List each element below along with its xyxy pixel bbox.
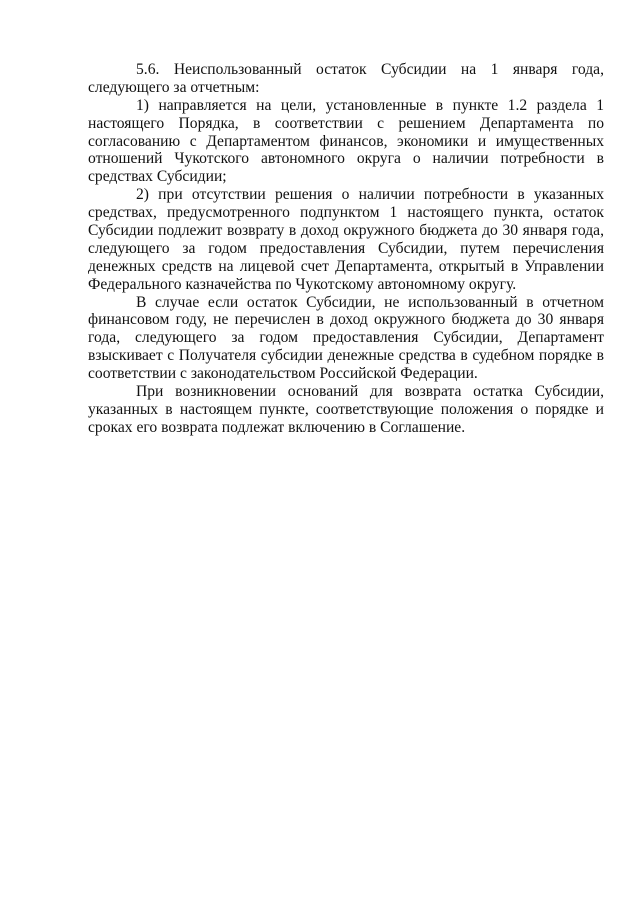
text-line: Субсидии подлежит возврату в доход окружного бюджета до 30 января года,: [88, 222, 604, 240]
text-line: 5.6. Неиспользованный остаток Субсидии на 1 января года,: [136, 61, 604, 78]
text-line: денежных средств на лицевой счет Департамента, открытый в Управлении: [88, 257, 604, 275]
text-line: года, следующего за годом предоставления Субсидии, Департамент: [88, 329, 604, 347]
text-line: финансовом году, не перечислен в доход окружного бюджета до 30 января: [88, 311, 604, 329]
text-line: отношений Чукотского автономного округа о наличии потребности в: [88, 150, 604, 168]
text-line: настоящего Порядка, в соответствии с решением Департамента по: [88, 114, 604, 132]
document-page: [88, 61, 604, 437]
text-line: 2) при отсутствии решения о наличии потребности в указанных: [136, 186, 604, 204]
text-line: следующего за годом предоставления Субсидии, путем перечисления: [88, 239, 604, 257]
text-line: следующего за отчетным:: [88, 78, 260, 96]
text-line: При возникновении оснований для возврата остатка Субсидии,: [136, 383, 604, 401]
text-line: сроках его возврата подлежат включению в Соглашение.: [88, 418, 466, 436]
text-line: Федерального казначейства по Чукотскому автономному округу.: [88, 275, 517, 293]
paragraph: [88, 294, 604, 383]
text-line: средствах, предусмотренного подпунктом 1 настоящего пункта, остаток: [88, 204, 604, 222]
paragraph: [88, 186, 604, 293]
text-line: согласованию с Департаментом финансов, экономики и имущественных: [88, 132, 604, 150]
text-line: указанных в настоящем пункте, соответствующие положения о порядке и: [88, 400, 604, 418]
text-line: взыскивает с Получателя субсидии денежные средства в судебном порядке в: [88, 347, 604, 365]
paragraph: [88, 61, 604, 97]
text-line: соответствии с законодательством Российской Федерации.: [88, 365, 478, 383]
text-line: 1) направляется на цели, установленные в пункте 1.2 раздела 1: [136, 96, 604, 114]
text-line: средствах Субсидии;: [88, 168, 227, 186]
paragraph: [88, 97, 604, 186]
paragraph: [88, 383, 604, 437]
text-line: В случае если остаток Субсидии, не использованный в отчетном: [136, 293, 604, 311]
